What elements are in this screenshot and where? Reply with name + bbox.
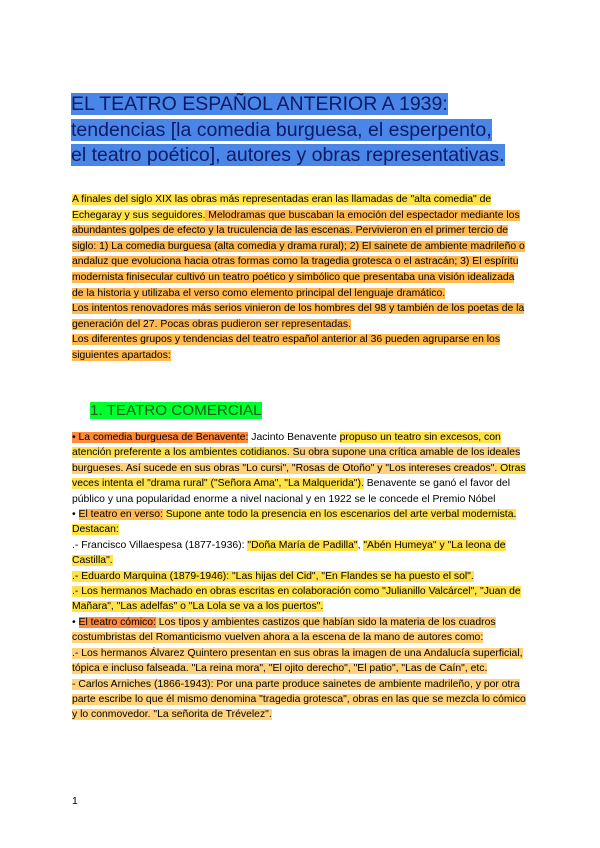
section-heading-text: 1. TEATRO COMERCIAL	[90, 402, 262, 419]
list-item: .- Los hermanos Machado en obras escritas en colaboración como "Julianillo Valcárcel", "Juan de Mañara", "Las adelfas" o "La Lola se va a los puertos".	[72, 586, 521, 613]
list-item: .- Francisco Villaespesa (1877-1936):	[72, 539, 248, 551]
section-heading	[90, 401, 262, 421]
title-line-3: el teatro poético], autores y obras representativas.	[71, 144, 505, 166]
title-line-2: tendencias [la comedia burguesa, el esperpento,	[71, 118, 492, 141]
list-item-highlight: "Abén Humeya" y "La leona de Castilla".	[72, 539, 506, 567]
item-highlight: Otras veces intenta el "drama rural" ("Señora Ama", "La Malquerida").	[72, 462, 526, 490]
bullet: •	[72, 509, 79, 521]
intro-p3: Los diferentes grupos y tendencias del teatro español anterior al 36 pueden agruparse en los siguientes apartados:	[72, 334, 501, 361]
section-body	[72, 430, 528, 723]
list-item-sep: ,	[357, 539, 364, 551]
item-label-verso: El teatro en verso:	[78, 509, 163, 521]
page-title	[71, 92, 541, 169]
bullet: •	[72, 616, 79, 628]
item-highlight: propuso un teatro sin excesos, con atención preferente a los ambientes cotidianos.	[72, 432, 501, 459]
item-text: Jacinto Benavente	[248, 432, 340, 443]
item-text: Benavente se ganó el favor del público y una popularidad enorme a nivel nacional y en 1922 se le concede el Premio Nóbel	[72, 478, 511, 505]
item-text: Su obra supone una crítica amable de los ideales burgueses. Así sucede en sus obras "Lo cursi", "Rosas de Otoño" y "Los intereses creados".	[72, 447, 521, 474]
item-label-comedia: • La comedia burguesa de Benavente:	[72, 432, 249, 443]
intro-section	[72, 192, 528, 364]
intro-p2: Los intentos renovadores más serios vinieron de los hombres del 98 y también de los poetas de la generación del 27. Pocas obras pudieron ser representadas.	[72, 303, 525, 330]
list-item-highlight: "Doña María de Padilla"	[247, 539, 358, 551]
list-item: .- Los hermanos Álvarez Quintero presentan en sus obras la imagen de una Andalucía superficial, tópica e incluso falseada. "La reina mora", "El ojito derecho", "El patio", "Las de Caín", etc.	[72, 647, 523, 675]
item-highlight: Supone ante todo la presencia en los escenarios del arte verbal modernista. Destacan:	[72, 509, 517, 536]
list-item: - Carlos Arniches (1866-1943): Por una parte produce sainetes de ambiente madrileño, y por otra parte escribe lo que él mismo denomina "tragedia grotesca", obras en las que se mezcla lo cómico y lo conmovedor. "La señorita de Trévelez".	[72, 678, 526, 721]
intro-p1-rest: Melodramas que buscaban la emoción del espectador mediante los abundantes golpes de efecto y la truculencia de las escenas. Pervivieron en el primer tercio de siglo: 1) La comedia burguesa (alta comedia y drama rural); 2) El sainete de ambiente madrileño o andaluz que evoluciona hacia otras formas como la tragedia grotesca o el astracán; 3) El espíritu modernista finisecular cultivó un teatro poético y simbólico que presentaba una visión idealizada de la historia y utilizaba el verso como elemento principal del lenguaje dramático.	[72, 209, 525, 299]
title-line-1: EL TEATRO ESPAÑOL ANTERIOR A 1939:	[71, 93, 448, 115]
page-number: 1	[72, 796, 78, 807]
item-label-comico: El teatro cómico:	[78, 616, 156, 628]
item-text: Los tipos y ambientes castizos que habían sido la materia de los cuadros costumbristas del Romanticismo vuelven ahora a la escena de la mano de autores como:	[72, 616, 496, 644]
intro-p1-highlight: A finales del siglo XIX las obras más representadas eran las llamadas de "alta comedia" de Echegaray y sus seguidores.	[72, 194, 492, 221]
list-item: .- Eduardo Marquina (1879-1946): "Las hijas del Cid", "En Flandes se ha puesto el sol".	[72, 570, 474, 582]
